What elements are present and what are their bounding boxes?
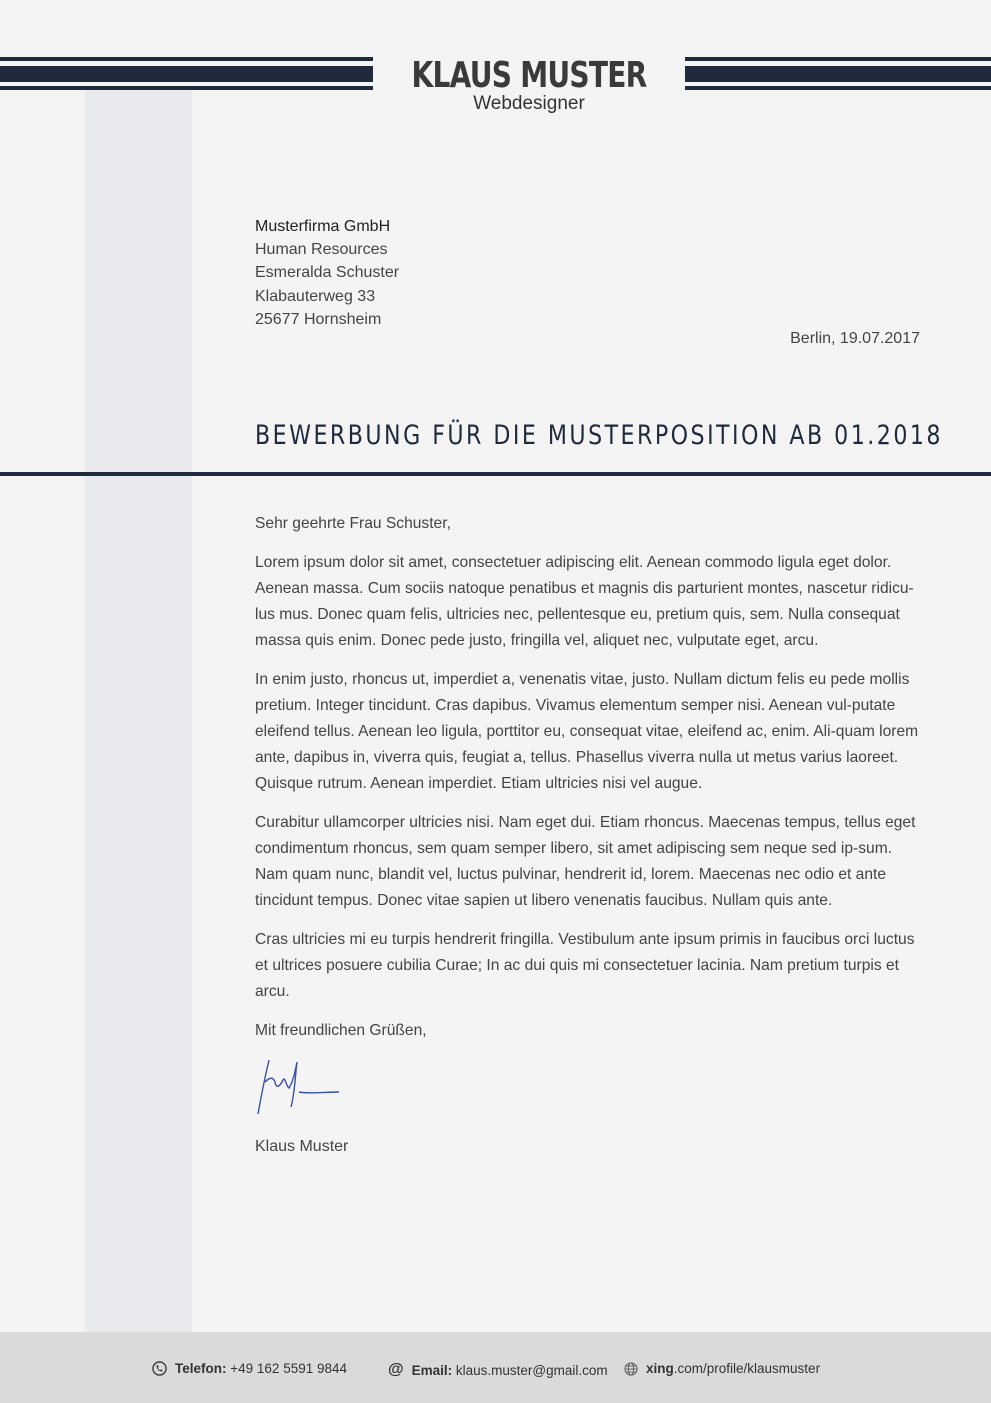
footer-email	[388, 1361, 608, 1379]
closing: Mit freundlichen Grüßen,	[255, 1022, 427, 1039]
letter-date: Berlin, 19.07.2017	[790, 330, 920, 347]
recipient-line: 25677 Hornsheim	[255, 310, 382, 328]
letter-body	[255, 511, 921, 1057]
paragraph: Curabitur ullamcorper ultricies nisi. Nam eget dui. Etiam rhoncus. Maecenas tempus, tellus eget condimentum rhoncus, sem quam semper libero, sit amet adipiscing sem neque sed ip-sum. Nam quam nunc, blandit vel, luctus pulvinar, hendrerit id, lorem. Maecenas nec odio et ante tincidunt tempus. Donec vitae sapien ut libero venenatis faucibus. Nullam quis ante.	[255, 814, 916, 909]
recipient-line: Human Resources	[255, 241, 388, 259]
signature-name: Klaus Muster	[255, 1138, 349, 1155]
footer-phone	[152, 1361, 347, 1376]
salutation: Sehr geehrte Frau Schuster,	[255, 515, 451, 532]
web-link-rest: .com/profile/klausmuster	[673, 1361, 821, 1376]
letter-subject: BEWERBUNG FÜR DIE MUSTERPOSITION AB 01.2018	[255, 420, 943, 451]
sender-title: Webdesigner	[473, 93, 585, 114]
paragraph: In enim justo, rhoncus ut, imperdiet a, venenatis vitae, justo. Nullam dictum felis eu pede mollis pretium. Integer tincidunt. Cras dapibus. Vivamus elementum semper nisi. Aenean vul-putate eleifend tellus. Aenean leo ligula, porttitor eu, consequat vitae, eleifend ac, enim. Ali-quam lorem ante, dapibus in, viverra quis, feugiat a, tellus. Phasellus viverra nulla ut metus varius laoreet. Quisque rutrum. Aenean imperdiet. Etiam ultricies nisi vel augue.	[255, 671, 919, 792]
at-icon: @	[388, 1361, 404, 1378]
email-address[interactable]: klaus.muster@gmail.com	[455, 1362, 608, 1378]
phone-label: Telefon:	[175, 1361, 227, 1376]
subject-divider	[0, 472, 991, 476]
header-stripe	[0, 57, 373, 61]
recipient-line: Esmeralda Schuster	[255, 264, 400, 282]
header-stripe	[685, 86, 991, 90]
sender-name: KLAUS MUSTER	[411, 55, 647, 96]
phone-icon	[152, 1361, 167, 1376]
signature-image	[255, 1052, 345, 1122]
recipient-line: Klabauterweg 33	[255, 287, 376, 305]
footer-web	[624, 1361, 820, 1376]
paragraph: Lorem ipsum dolor sit amet, consectetuer adipiscing elit. Aenean commodo ligula eget dolor. Aenean massa. Cum sociis natoque penatibus et magnis dis parturient montes, nascetur ridicu-lus mus. Donec quam felis, ultricies nec, pellentesque eu, pretium quis, sem. Nulla consequat massa quis enim. Donec pede justo, fringilla vel, aliquet nec, vulputate eget, arcu.	[255, 554, 914, 649]
recipient-line: Musterfirma GmbH	[255, 218, 391, 235]
header-stripe	[685, 66, 991, 82]
web-link[interactable]	[646, 1361, 820, 1376]
globe-icon	[624, 1362, 638, 1376]
phone-number: +49 162 5591 9844	[230, 1361, 348, 1376]
decorative-column	[85, 90, 192, 1332]
recipient-address	[255, 215, 399, 331]
paragraph: Cras ultricies mi eu turpis hendrerit fringilla. Vestibulum ante ipsum primis in faucibus orci luctus et ultrices posuere cubilia Curae; In ac dui quis mi consectetuer lacinia. Nam pretium turpis et arcu.	[255, 931, 915, 1000]
email-label: Email:	[411, 1362, 453, 1378]
header-stripe	[0, 66, 373, 82]
web-link-bold: xing	[646, 1361, 674, 1376]
header-stripe	[685, 57, 991, 61]
